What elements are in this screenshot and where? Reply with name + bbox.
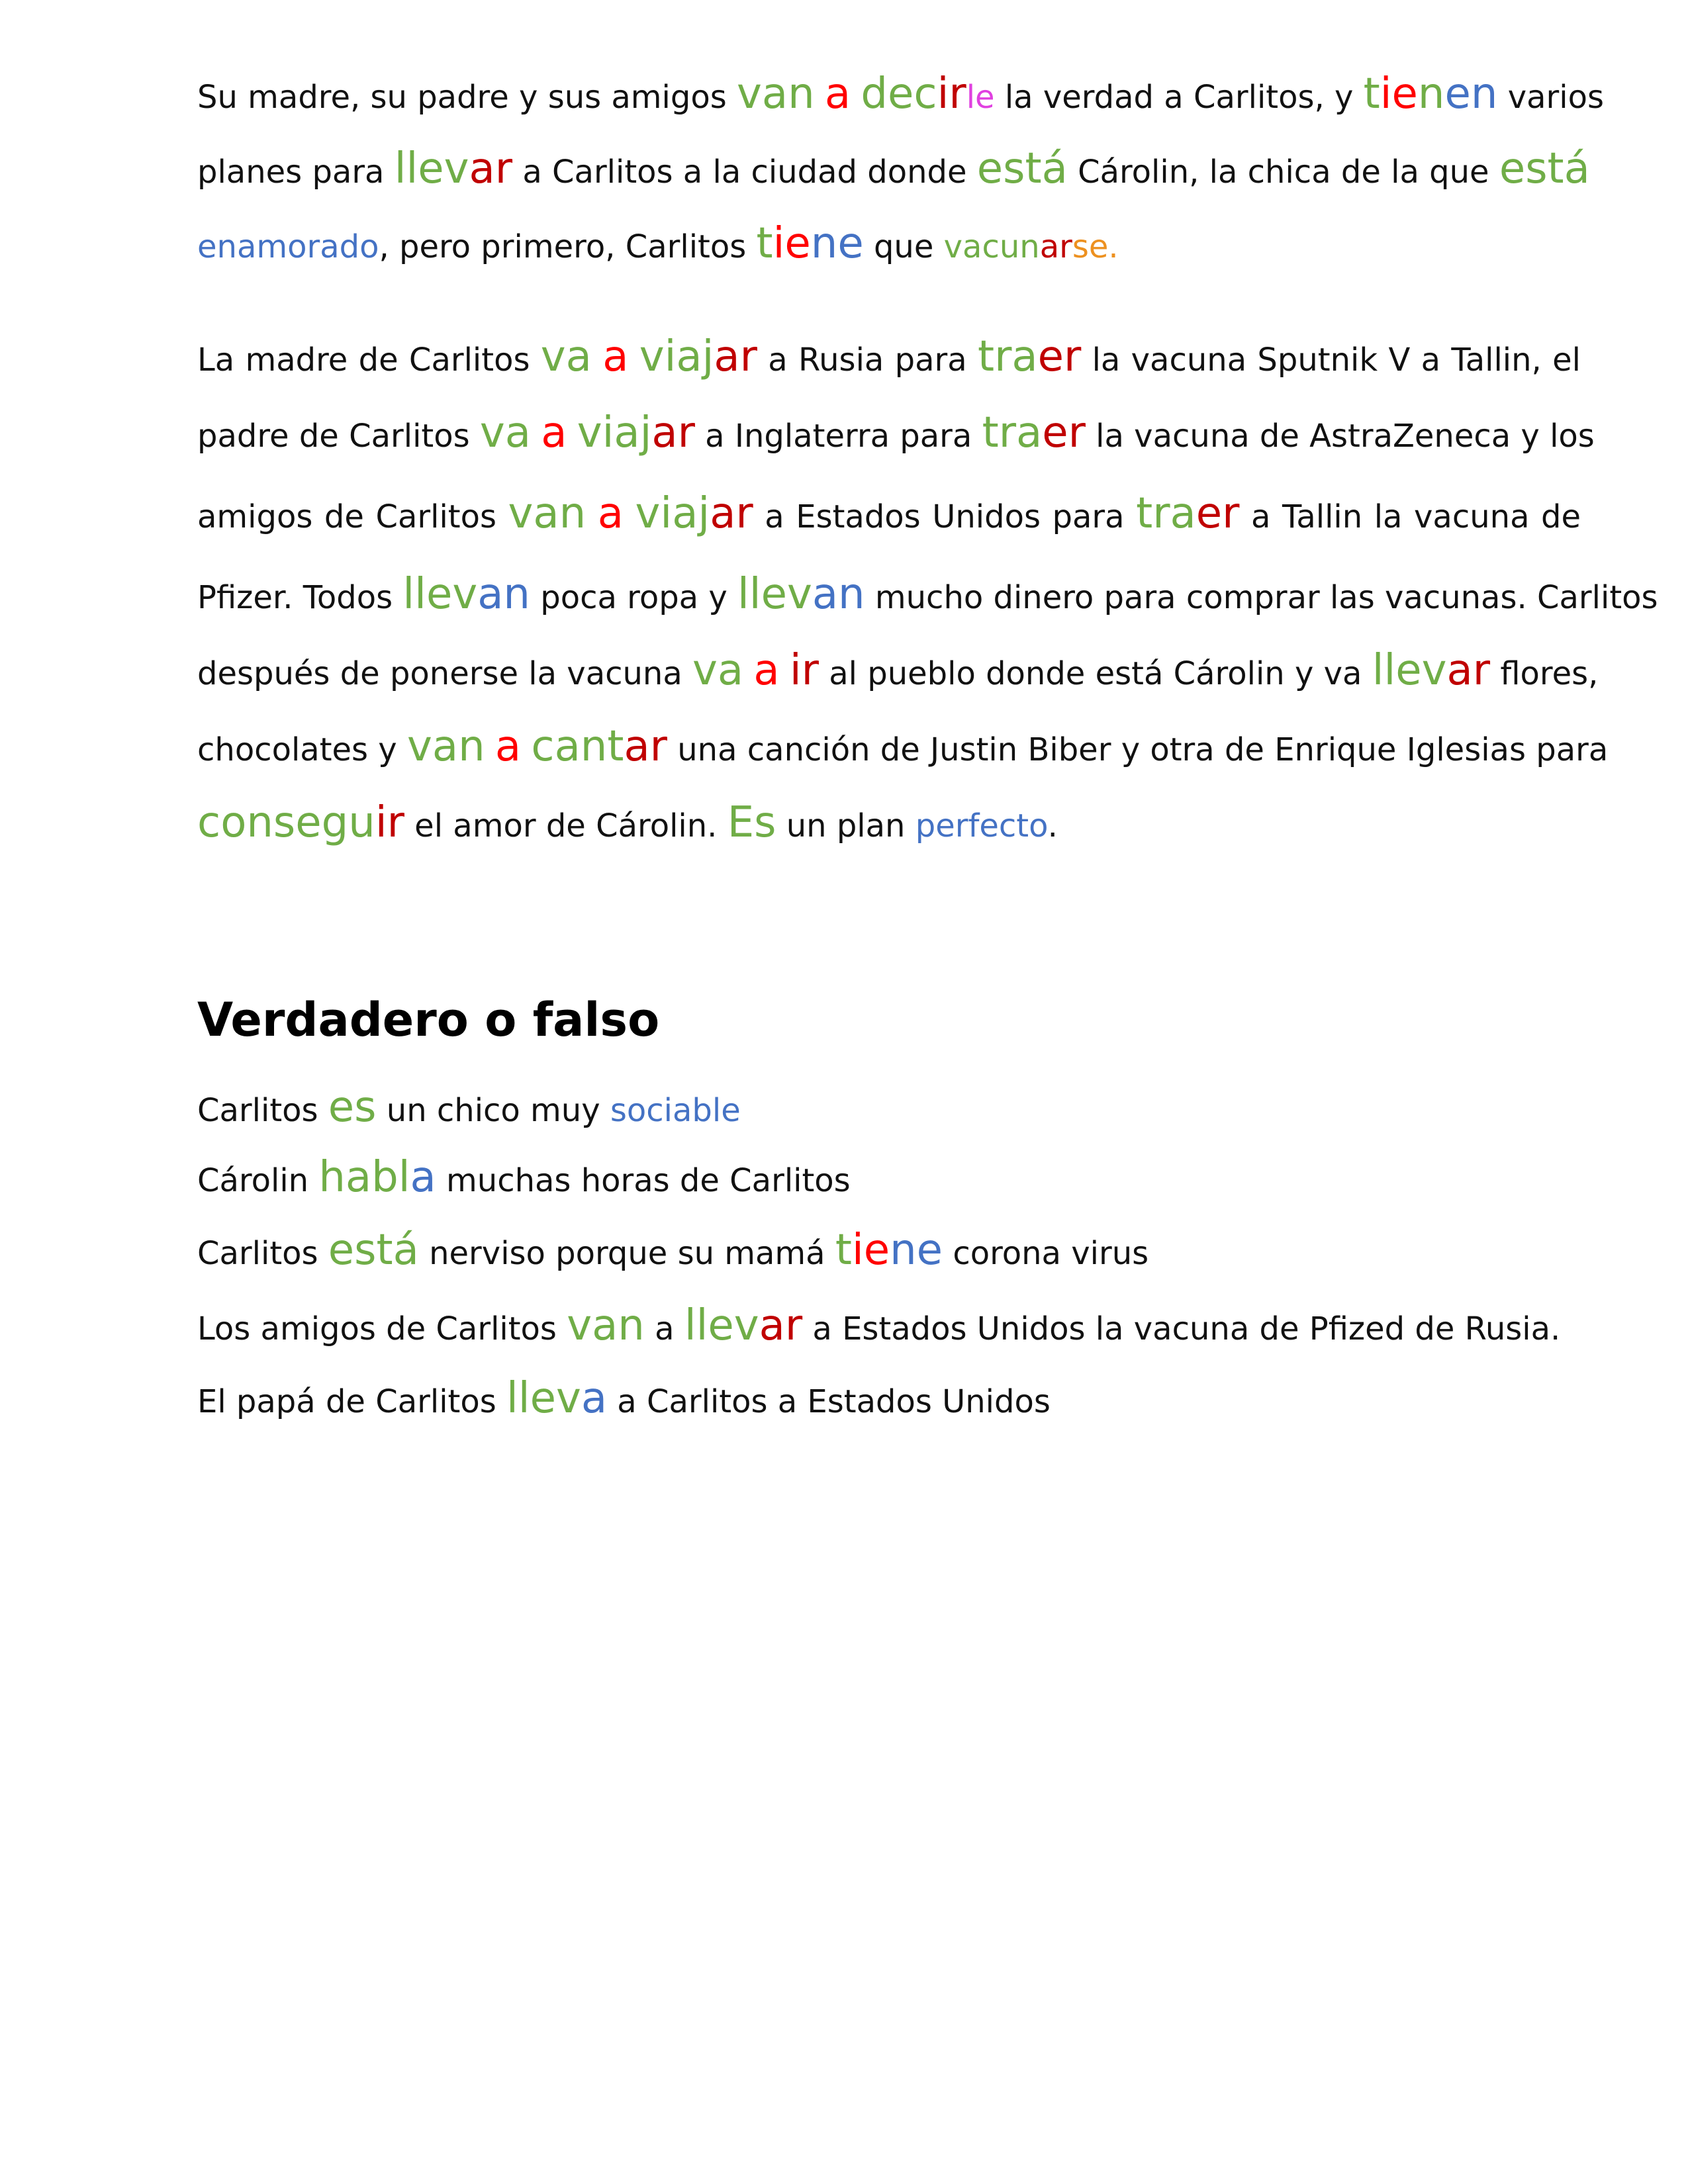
text: a [655, 1310, 675, 1347]
text: Los amigos de Carlitos [197, 1310, 557, 1347]
verb-ending: ar [651, 408, 695, 457]
verb-ending: er [1042, 408, 1086, 457]
text: El papá de Carlitos [197, 1383, 496, 1420]
pronoun-le: le [966, 79, 995, 116]
verb-tiene [835, 1226, 943, 1275]
verb-van: van [406, 722, 485, 771]
verb-decirle [861, 69, 994, 118]
verb-viajar [639, 332, 757, 381]
verb-viajar [635, 489, 753, 538]
adjective-sociable: sociable [610, 1092, 741, 1129]
verb-ending: ar [759, 1301, 803, 1350]
verb-stem: llev [506, 1374, 581, 1423]
verb-stem: t [835, 1226, 852, 1275]
verb-diphthong: ie [851, 1226, 890, 1275]
statement-1 [197, 1072, 1587, 1142]
verb-es: es [328, 1083, 377, 1132]
verb-stem: viaj [635, 489, 710, 538]
verb-ending: ar [1446, 646, 1491, 695]
text: a Rusia para [768, 341, 967, 379]
verb-ending: a [581, 1374, 608, 1423]
statement-4 [197, 1288, 1587, 1363]
verb-conseguir [197, 798, 404, 847]
text: Carlitos [197, 1235, 318, 1272]
verb-stem: vacun [943, 228, 1040, 265]
verb-esta: está [328, 1226, 419, 1275]
text: una canción de Justin Biber y otra de Enrique Iglesias para [677, 731, 1609, 768]
statement-2 [197, 1142, 1587, 1212]
text: La madre de Carlitos [197, 341, 530, 379]
verb-stem: n [1417, 69, 1445, 118]
verb-cantar [531, 722, 667, 771]
text: corona virus [953, 1235, 1149, 1272]
true-false-list [197, 1072, 1587, 1433]
verb-stem: llev [394, 144, 469, 193]
text: el amor de Cárolin. [414, 807, 718, 844]
verb-habla [318, 1153, 436, 1202]
text: un plan [786, 807, 906, 844]
text: la verdad a Carlitos, y [1004, 79, 1354, 116]
verb-tiene [757, 219, 864, 268]
text: , pero primero, Carlitos [379, 228, 747, 265]
text: padre de Carlitos [197, 418, 470, 455]
verb-llevan [402, 570, 530, 619]
verb-ending: an [812, 570, 865, 619]
verb-stem: t [1363, 69, 1380, 118]
paragraph-2-line-6 [197, 710, 1609, 786]
section-heading: Verdadero o falso [197, 993, 660, 1047]
text: Cárolin, la chica de la que [1078, 154, 1489, 191]
verb-llevar [395, 144, 512, 193]
text: nerviso porque su mamá [429, 1235, 825, 1272]
verb-vacunarse [944, 228, 1119, 265]
verb-tienen [1364, 69, 1498, 118]
statement-3 [197, 1212, 1587, 1288]
verb-llevar [684, 1301, 802, 1350]
paragraph-1-line-1 [197, 58, 1604, 133]
text: a Estados Unidos para [765, 498, 1125, 535]
verb-stem: viaj [577, 408, 652, 457]
text: a Inglaterra para [705, 418, 972, 455]
preposition-a: a [602, 332, 629, 381]
text: a Carlitos a Estados Unidos [617, 1383, 1051, 1420]
paragraph-1-line-2 [197, 133, 1590, 208]
verb-lleva [506, 1374, 607, 1423]
reflexive-se: se. [1072, 228, 1119, 265]
verb-llevan [737, 570, 865, 619]
text: mucho dinero para comprar las vacunas. Carlitos [874, 579, 1658, 616]
text: que [873, 228, 934, 265]
verb-stem: v [567, 1301, 592, 1350]
verb-ending: ar [710, 489, 753, 538]
paragraph-1-line-3 [197, 208, 1581, 283]
verb-stem: consegu [197, 798, 375, 847]
verb-ending: er [1196, 489, 1240, 538]
text: chocolates y [197, 731, 397, 768]
paragraph-1 [197, 58, 1604, 283]
verb-van: van [737, 69, 815, 118]
verb-ending: ar [1039, 228, 1072, 265]
verb-esta: está [1499, 144, 1590, 193]
paragraph-2-line-7 [197, 786, 1581, 862]
text: Pfizer. Todos [197, 579, 393, 616]
verb-va: va [479, 408, 531, 457]
text: la vacuna de AstraZeneca y los [1096, 418, 1595, 455]
verb-van [567, 1301, 645, 1350]
verb-viajar [577, 408, 695, 457]
paragraph-2-line-5 [197, 634, 1599, 710]
paragraph-2-line-4 [197, 558, 1658, 634]
verb-traer [1136, 489, 1239, 538]
text: a Estados Unidos la vacuna de Pfized de Rusia. [812, 1310, 1561, 1347]
verb-traer [978, 332, 1081, 381]
verb-ending: a [410, 1153, 436, 1202]
verb-stem: tra [982, 408, 1043, 457]
verb-stem: llev [684, 1301, 759, 1350]
verb-ending: ar [469, 144, 513, 193]
adjective-perfecto: perfecto [915, 807, 1048, 844]
paragraph-2-line-2 [197, 396, 1595, 473]
verb-ending: ar [714, 332, 757, 381]
verb-diphthong: ie [1380, 69, 1418, 118]
verb-stem: cant [531, 722, 624, 771]
text: Carlitos [197, 1092, 318, 1129]
verb-stem: dec [861, 69, 937, 118]
verb-ending: er [1037, 332, 1082, 381]
verb-stem: viaj [639, 332, 714, 381]
text: al pueblo donde está Cárolin y va [829, 655, 1362, 692]
verb-ending: ar [624, 722, 667, 771]
text: un chico muy [386, 1092, 600, 1129]
text: a Carlitos a la ciudad donde [522, 154, 967, 191]
verb-esta: está [976, 144, 1068, 193]
preposition-a: a [494, 722, 522, 771]
paragraph-2 [197, 320, 1658, 862]
verb-ending: ne [890, 1226, 943, 1275]
verb-ending: ne [810, 219, 864, 268]
verb-ending: ir [375, 798, 404, 847]
text: amigos de Carlitos [197, 498, 496, 535]
verb-stem: llev [1372, 646, 1447, 695]
paragraph-2-line-3 [197, 473, 1581, 558]
verb-ending: an [477, 570, 530, 619]
verb-stem: habl [318, 1153, 410, 1202]
adjective-enamorado: enamorado [197, 228, 379, 265]
text: flores, [1500, 655, 1599, 692]
text: a Tallin la vacuna de [1250, 498, 1581, 535]
verb-stem: llev [737, 570, 812, 619]
text: Su madre, su padre y sus amigos [197, 79, 727, 116]
verb-ending: ir [937, 69, 966, 118]
verb-stem: llev [402, 570, 478, 619]
verb-stem: tra [1136, 489, 1196, 538]
paragraph-2-line-1 [197, 320, 1581, 396]
verb-va: va [692, 646, 744, 695]
preposition-a: a [824, 69, 851, 118]
verb-van: van [508, 489, 586, 538]
text: Cárolin [197, 1162, 309, 1199]
statement-5 [197, 1363, 1587, 1433]
verb-ir: ir [789, 646, 819, 695]
verb-stem: tra [977, 332, 1038, 381]
text: . [1047, 807, 1058, 844]
verb-va: va [540, 332, 592, 381]
verb-llevar [1372, 646, 1490, 695]
verb-traer [982, 408, 1086, 457]
preposition-a: a [541, 408, 567, 457]
verb-diphthong: ie [773, 219, 811, 268]
text: la vacuna Sputnik V a Tallin, el [1092, 341, 1581, 379]
text: planes para [197, 154, 385, 191]
verb-ending: en [1444, 69, 1498, 118]
text: poca ropa y [540, 579, 727, 616]
preposition-a: a [753, 646, 780, 695]
text: muchas horas de Carlitos [446, 1162, 851, 1199]
preposition-a: a [597, 489, 624, 538]
text: después de ponerse la vacuna [197, 655, 682, 692]
verb-stem: t [756, 219, 773, 268]
verb-ending: an [592, 1301, 645, 1350]
text: varios [1507, 79, 1604, 116]
verb-es: Es [727, 798, 776, 847]
